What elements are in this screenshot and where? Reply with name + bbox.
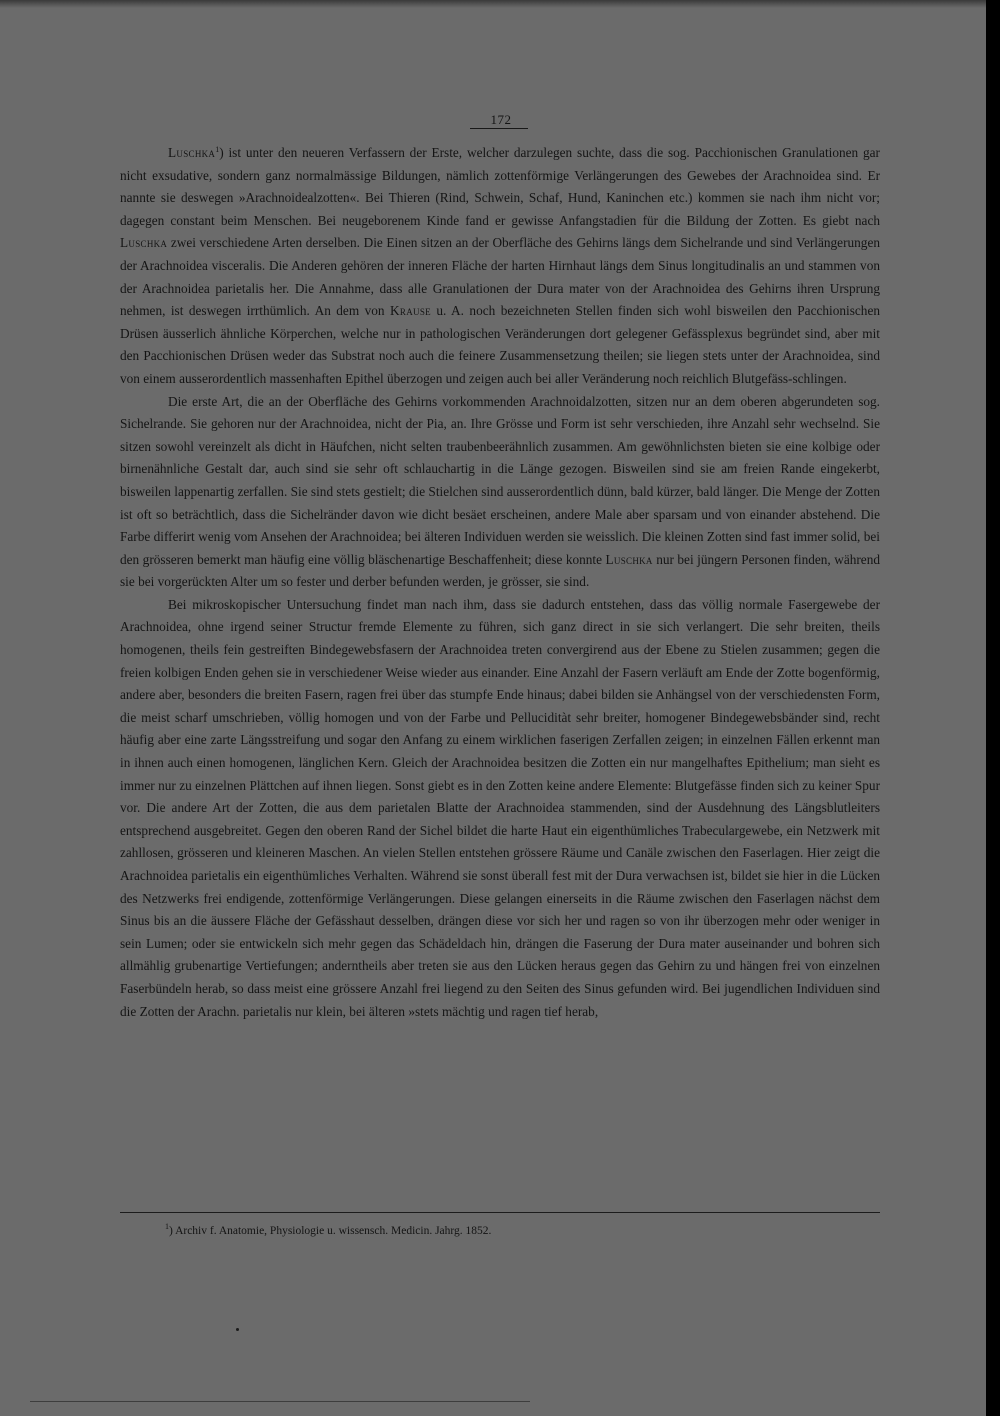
author-name: Luschka <box>120 235 168 251</box>
text-run: zwei verschiedene Arten derselben. Die Einen sitzen an der Oberfläche des Gehirns längs dem Sichelrande und sind Verlängerungen der Arachnoidea visceralis. Die Anderen gehören der inneren Fläche der harten Hirnhaut längs dem Sinus longitudinalis an und stammen von der Arachnoidea parietalis her. Die Annahme, dass alle Granulationen der Dura mater von der Arachnoidea des Gehirns ihren Ursprung nehmen, ist deswegen irrthümlich. An dem von <box>120 235 880 319</box>
body-text <box>120 142 880 1023</box>
scan-edge-line <box>30 1401 530 1402</box>
page-number: 172 <box>490 112 512 127</box>
text-run: ) ist unter den neueren Verfassern der Erste, welcher darzulegen suchte, dass die sog. Pacchionischen Granulationen gar nicht exsudative, sondern ganz normalmässige Bildungen, nämlich zottenförmige Verlängerungen des Gewebes der Arachnoidea sind. Er nannte sie deswegen »Arachnoidealzotten«. Bei Thieren (Rind, Schwein, Schaf, Hund, Kaninchen etc.) kommen sie nach ihm nicht vor; dagegen constant beim Menschen. Bei neugeborenem Kinde fand er gewisse Anfangstadien für die Bildung der Zotten. Es giebt nach <box>120 145 880 228</box>
page-top-shadow <box>0 0 986 8</box>
text-run: Die erste Art, die an der Oberfläche des Gehirns vorkommenden Arachnoidalzotten, sitzen nur an dem oberen abgerundeten sog. Sichelrande. Sie gehoren nur der Arachnoidea, nicht der Pia, an. Ihre Grösse und Form ist sehr verschieden, ihre Anzahl sehr wechselnd. Sie sitzen sowohl vereinzelt als dicht in Häufchen, nicht selten traubenbeerähnlich zusammen. Am gewöhnlichsten bieten sie eine kolbige oder birnenähnliche Gestalt dar, auch sind sie sehr oft schlauchartig in die Länge gezogen. Bisweilen sind sie am freien Rande eingekerbt, bisweilen lappenartig zerfallen. Sie sind stets gestielt; die Stielchen sind ausserordentlich dünn, bald kürzer, bald länger. Die Menge der Zotten ist oft so beträchtlich, dass die Sichelränder davon wie dicht besäet erscheinen, andere Male aber sparsam und von einander abstehend. Die Farbe differirt wenig vom Ansehen der Arachnoidea; bei älteren Individuen werden sie weisslich. Die kleinen Zotten sind fast immer solid, bei den grösseren bemerkt man häufig eine völlig bläschenartige Beschaffenheit; diese konnte <box>120 393 880 567</box>
page-number-underline <box>470 128 528 129</box>
text-run: Bei mikroskopischer Untersuchung findet man nach ihm, dass sie dadurch entstehen, dass das völlig normale Fasergewebe der Arachnoidea, ohne irgend seiner Structur fremde Elemente zu führen, sich ganz direct in sie sich verlangert. Die sehr breiten, theils homogenen, theils fein gestreiften Bindegewebsfasern der Arachnoidea treten convergirend aus der Ebene zu Stielen zusammen; gegen die freien kolbigen Enden gehen sie in verschiedener Weise wieder aus einander. Eine Anzahl der Fasern verläuft am Ende der Zotte bogenförmig, andere aber, besonders die breiten Fasern, ragen frei über das stumpfe Ende hinaus; dabei bilden sie Anhängsel von der verschiedensten Form, die meist scharf umschrieben, völlig homogen und von der Farbe und Pelluciditàt sehr breiter, homogener Bindegewebsbänder sind, recht häufig aber eine zarte Längsstreifung und sogar den Anfang zu einem wirklichen faserigen Zerfallen zeigen; in einzelnen Fällen erkennt man in ihnen auch einen homogenen, länglichen Kern. Gleich der Arachnoidea besitzen die Zotten ein nur mangelhaftes Epithelium; man sieht es immer nur zu einzelnen Plättchen auf ihnen liegen. Sonst giebt es in den Zotten keine andere Elemente: Blutgefässe finden sich zu keiner Spur vor. Die andere Art der Zotten, die aus dem parietalen Blatte der Arachnoidea stammenden, sind der Ausdehnung des Längsblutleiters entsprechend ausgebreitet. Gegen den oberen Rand der Sichel bildet die harte Haut ein eigenthümliches Trabeculargewebe, ein Netzwerk mit zahllosen, grösseren und kleineren Maschen. An vielen Stellen entstehen grössere Räume und Canäle zwischen den Faserlagen. Hier zeigt die Arachnoidea parietalis ein eigenthümliches Verhalten. Während sie sonst überall fest mit der Dura verwachsen ist, bildet sie hier in die Lücken des Netzwerks frei endigende, zottenförmige Verlängerungen. Diese gelangen einerseits in die Räume zwischen den Faserlagen nächst dem Sinus bis an die äussere Fläche der Gefässhaut desselben, drängen diese vor sich her und ragen so von ihr überzogen mehr oder weniger in sein Lumen; oder sie entwickeln sich mehr gegen das Schädeldach hin, drängen die Faserung der Dura mater auseinander und bohren sich allmählig grubenartige Vertiefungen; anderntheils aber treten sie aus den Lücken heraus gegen das Gehirn zu und hängen frei von einzelnen Faserbündeln herab, so dass meist eine grössere Anzahl frei liegend zu den Seiten des Sinus gefunden wird. Bei jugendlichen Individuen sind die Zotten der Arachn. parietalis nur klein, bei älteren »stets mächtig und ragen tief herab, <box>120 596 880 1019</box>
text-run: u. A. noch bezeichneten Stellen finden sich wohl bisweilen den Pacchionischen Drüsen äusserlich ähnliche Körperchen, welche nur in pathologischen Veränderungen dort gelegener Gefässplexus begründet sind, aber mit den Pacchionischen Drüsen weder das Substrat noch auch die feinere Zusammensetzung theilen; sie liegen stets unter der Arachnoidea, sind von einem ausserordentlich massenhaften Epithel überzogen und zeigen auch bei aller Veränderung noch reichlich Blutgefäss-schlingen. <box>120 303 880 386</box>
footnote-reference: 1 <box>215 145 220 154</box>
footnote-divider <box>120 1212 880 1213</box>
paragraph <box>120 594 880 1023</box>
author-name: Luschka <box>168 145 216 160</box>
scan-black-border <box>986 0 1000 1416</box>
text-run: nur bei jüngern Personen finden, während sie bei vorgerückten Alter um so fester und derber befunden werden, je grösser, sie sind. <box>120 551 880 590</box>
scan-speck <box>236 1328 239 1331</box>
author-name: Luschka <box>605 551 653 567</box>
paragraph <box>120 142 880 391</box>
footnote <box>165 1223 865 1239</box>
paragraph <box>120 391 880 594</box>
footnote-text: ) Archiv f. Anatomie, Physiologie u. wissensch. Medicin. Jahrg. 1852. <box>169 1225 492 1237</box>
author-name: Krause <box>390 303 431 319</box>
footnote-marker: 1 <box>165 1222 169 1231</box>
